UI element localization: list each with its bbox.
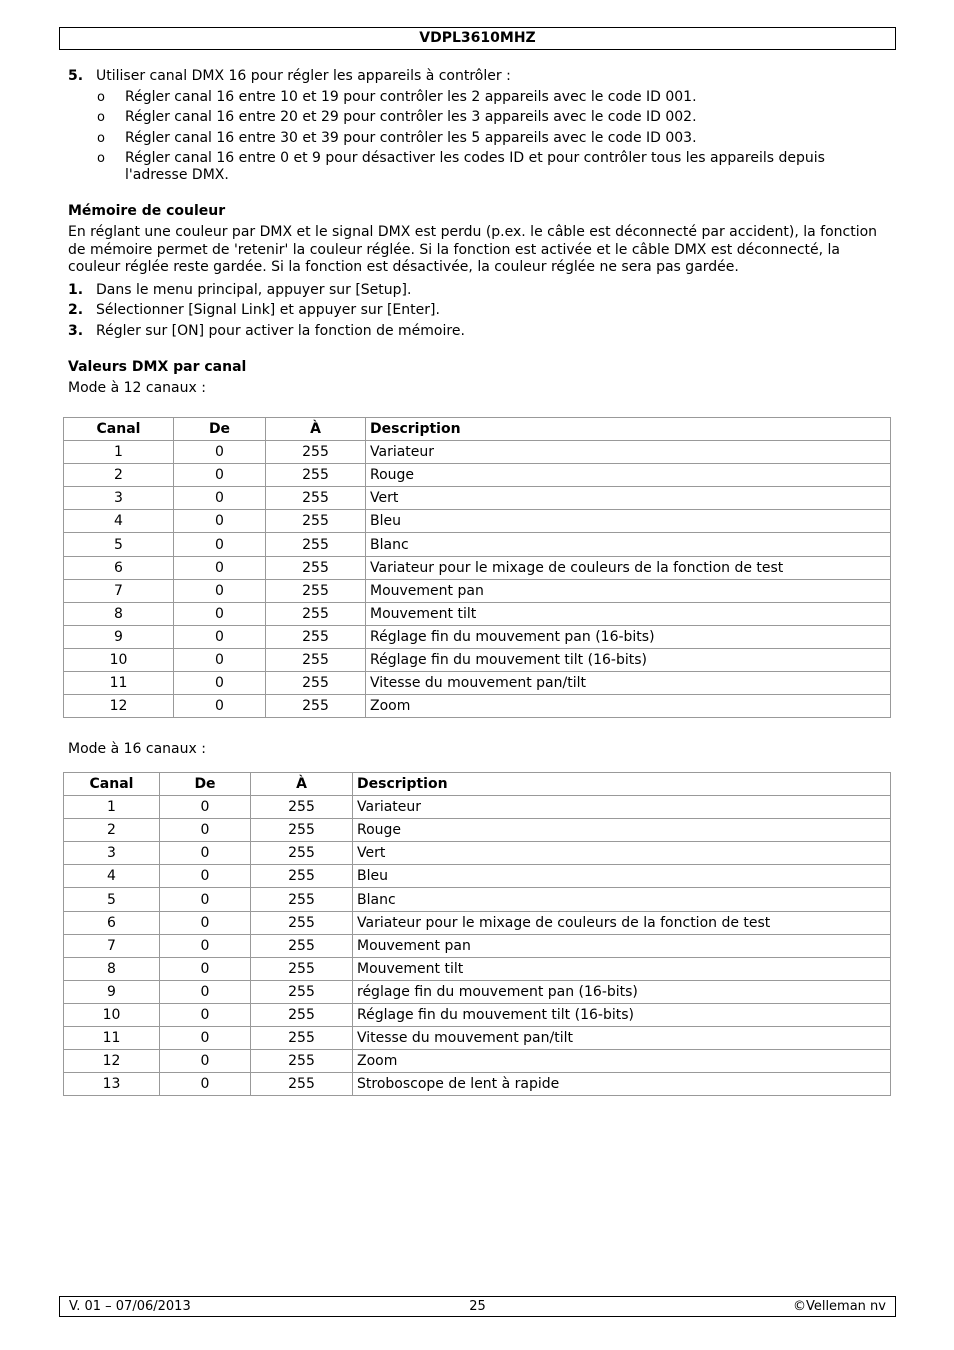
page-header [59,27,896,50]
cell-a: 255 [266,510,366,533]
table-row [64,510,891,533]
table-row [64,911,891,934]
table-row [64,533,891,556]
id-code-list [97,89,888,185]
cell-de: 0 [174,672,266,695]
document-body [68,68,888,410]
page-footer [59,1296,896,1317]
memory-heading: Mémoire de couleur [68,203,226,220]
cell-description: Stroboscope de lent à rapide [353,1073,891,1096]
column-header-de: De [160,773,251,796]
column-header-canal: Canal [64,773,160,796]
cell-canal: 10 [64,1003,160,1026]
bullet-icon: o [97,151,105,167]
mode-16-label: Mode à 16 canaux : [68,741,206,757]
cell-a: 255 [251,957,353,980]
cell-de: 0 [160,980,251,1003]
cell-canal: 8 [64,602,174,625]
cell-de: 0 [160,796,251,819]
table-header-row [64,773,891,796]
step-number: 5. [68,68,84,84]
table-row [64,695,891,718]
cell-canal: 1 [64,796,160,819]
cell-a: 255 [251,796,353,819]
cell-a: 255 [266,625,366,648]
list-item: o Régler canal 16 entre 0 et 9 pour désactiver les codes ID et pour contrôler tous les appareils depuis l'adresse DMX. [97,150,825,184]
memory-step-1: 1. Dans le menu principal, appuyer sur [Setup]. [68,281,412,298]
memory-step-2: 2. Sélectionner [Signal Link] et appuyer sur [Enter]. [68,302,440,319]
cell-de: 0 [160,1073,251,1096]
cell-description: Vitesse du mouvement pan/tilt [366,672,891,695]
cell-a: 255 [266,464,366,487]
cell-a: 255 [266,533,366,556]
cell-canal: 12 [64,1050,160,1073]
column-header-a: À [251,773,353,796]
column-header-description: Description [366,418,891,441]
cell-canal: 2 [64,464,174,487]
bullet-icon: o [97,130,105,146]
cell-description: Réglage fin du mouvement tilt (16-bits) [366,648,891,671]
cell-canal: 8 [64,957,160,980]
cell-de: 0 [160,865,251,888]
cell-de: 0 [174,648,266,671]
cell-de: 0 [174,556,266,579]
cell-de: 0 [160,842,251,865]
cell-a: 255 [251,888,353,911]
cell-canal: 2 [64,819,160,842]
cell-description: Blanc [353,888,891,911]
cell-description: Réglage fin du mouvement pan (16-bits) [366,625,891,648]
table-row [64,1027,891,1050]
table-row [64,579,891,602]
cell-canal: 6 [64,556,174,579]
cell-a: 255 [251,1073,353,1096]
table-row [64,1050,891,1073]
copyright: ©Velleman nv [792,1299,886,1314]
table-row [64,441,891,464]
memory-step-3: 3. Régler sur [ON] pour activer la fonction de mémoire. [68,323,465,340]
cell-description: Bleu [353,865,891,888]
column-header-description: Description [353,773,891,796]
table-header-row [64,418,891,441]
cell-canal: 5 [64,888,160,911]
table-row [64,648,891,671]
cell-de: 0 [160,1003,251,1026]
cell-description: Mouvement tilt [353,957,891,980]
cell-canal: 5 [64,533,174,556]
mode-12-label: Mode à 12 canaux : [68,380,206,397]
column-header-canal: Canal [64,418,174,441]
bullet-icon: o [97,110,105,126]
cell-a: 255 [251,934,353,957]
cell-a: 255 [251,911,353,934]
cell-canal: 11 [64,1027,160,1050]
cell-description: Zoom [353,1050,891,1073]
table-row [64,625,891,648]
cell-canal: 3 [64,487,174,510]
cell-a: 255 [266,695,366,718]
table-row [64,1003,891,1026]
cell-de: 0 [174,602,266,625]
cell-canal: 1 [64,441,174,464]
column-header-de: De [174,418,266,441]
cell-de: 0 [160,1027,251,1050]
step-text: Utiliser canal DMX 16 pour régler les appareils à contrôler : [96,68,511,84]
cell-canal: 4 [64,510,174,533]
page-number: 25 [469,1299,486,1314]
cell-a: 255 [251,1050,353,1073]
cell-de: 0 [174,487,266,510]
cell-a: 255 [266,602,366,625]
column-header-a: À [266,418,366,441]
step-5 [68,68,888,85]
table-row [64,842,891,865]
cell-description: Mouvement tilt [366,602,891,625]
cell-de: 0 [174,533,266,556]
table-row [64,1073,891,1096]
cell-de: 0 [174,441,266,464]
cell-canal: 9 [64,625,174,648]
cell-description: Variateur [366,441,891,464]
cell-a: 255 [266,579,366,602]
cell-description: Variateur [353,796,891,819]
cell-a: 255 [251,865,353,888]
cell-description: réglage fin du mouvement pan (16-bits) [353,980,891,1003]
cell-description: Rouge [366,464,891,487]
cell-de: 0 [160,911,251,934]
cell-a: 255 [266,487,366,510]
cell-description: Vitesse du mouvement pan/tilt [353,1027,891,1050]
cell-canal: 3 [64,842,160,865]
table-row [64,464,891,487]
bullet-icon: o [97,89,105,105]
cell-canal: 11 [64,672,174,695]
cell-de: 0 [160,819,251,842]
cell-de: 0 [174,464,266,487]
cell-de: 0 [174,695,266,718]
table-row [64,957,891,980]
cell-a: 255 [266,556,366,579]
dmx-heading: Valeurs DMX par canal [68,359,247,376]
list-item: o Régler canal 16 entre 10 et 19 pour contrôler les 2 appareils avec le code ID 001. [97,88,697,105]
cell-description: Bleu [366,510,891,533]
cell-de: 0 [160,934,251,957]
table-row [64,865,891,888]
table-row [64,796,891,819]
cell-description: Blanc [366,533,891,556]
cell-a: 255 [251,842,353,865]
cell-description: Zoom [366,695,891,718]
dmx-table-12-channels [63,417,891,718]
cell-a: 255 [266,672,366,695]
cell-a: 255 [251,819,353,842]
cell-canal: 13 [64,1073,160,1096]
list-item: o Régler canal 16 entre 20 et 29 pour contrôler les 3 appareils avec le code ID 002. [97,109,697,126]
cell-de: 0 [160,957,251,980]
cell-a: 255 [251,980,353,1003]
cell-canal: 10 [64,648,174,671]
dmx-table-16-channels [63,772,891,1096]
table-row [64,980,891,1003]
table-row [64,819,891,842]
cell-description: Variateur pour le mixage de couleurs de la fonction de test [353,911,891,934]
table-row [64,487,891,510]
cell-description: Vert [366,487,891,510]
product-code: VDPL3610MHZ [419,30,536,46]
cell-de: 0 [174,625,266,648]
cell-description: Rouge [353,819,891,842]
cell-canal: 12 [64,695,174,718]
cell-canal: 7 [64,579,174,602]
cell-description: Mouvement pan [353,934,891,957]
cell-a: 255 [251,1027,353,1050]
cell-a: 255 [251,1003,353,1026]
cell-canal: 6 [64,911,160,934]
cell-de: 0 [174,510,266,533]
table-row [64,672,891,695]
memory-paragraph: En réglant une couleur par DMX et le signal DMX est perdu (p.ex. le câble est déconnecté par accident), la fonction de mémoire permet de 'retenir' la couleur réglée. Si la fonction est activée et le câble DMX est déconnecté, la couleur réglée reste gardée. Si la fonction est désactivée, la couleur réglée ne sera pas gardée. [68,224,878,276]
cell-canal: 4 [64,865,160,888]
cell-de: 0 [160,1050,251,1073]
cell-description: Mouvement pan [366,579,891,602]
table-row [64,602,891,625]
cell-a: 255 [266,441,366,464]
cell-a: 255 [266,648,366,671]
cell-de: 0 [174,579,266,602]
cell-canal: 9 [64,980,160,1003]
cell-de: 0 [160,888,251,911]
table-row [64,934,891,957]
table-row [64,888,891,911]
cell-description: Vert [353,842,891,865]
list-item: o Régler canal 16 entre 30 et 39 pour contrôler les 5 appareils avec le code ID 003. [97,129,697,146]
cell-canal: 7 [64,934,160,957]
version-date: V. 01 – 07/06/2013 [69,1299,191,1314]
table-row [64,556,891,579]
cell-description: Réglage fin du mouvement tilt (16-bits) [353,1003,891,1026]
cell-description: Variateur pour le mixage de couleurs de la fonction de test [366,556,891,579]
